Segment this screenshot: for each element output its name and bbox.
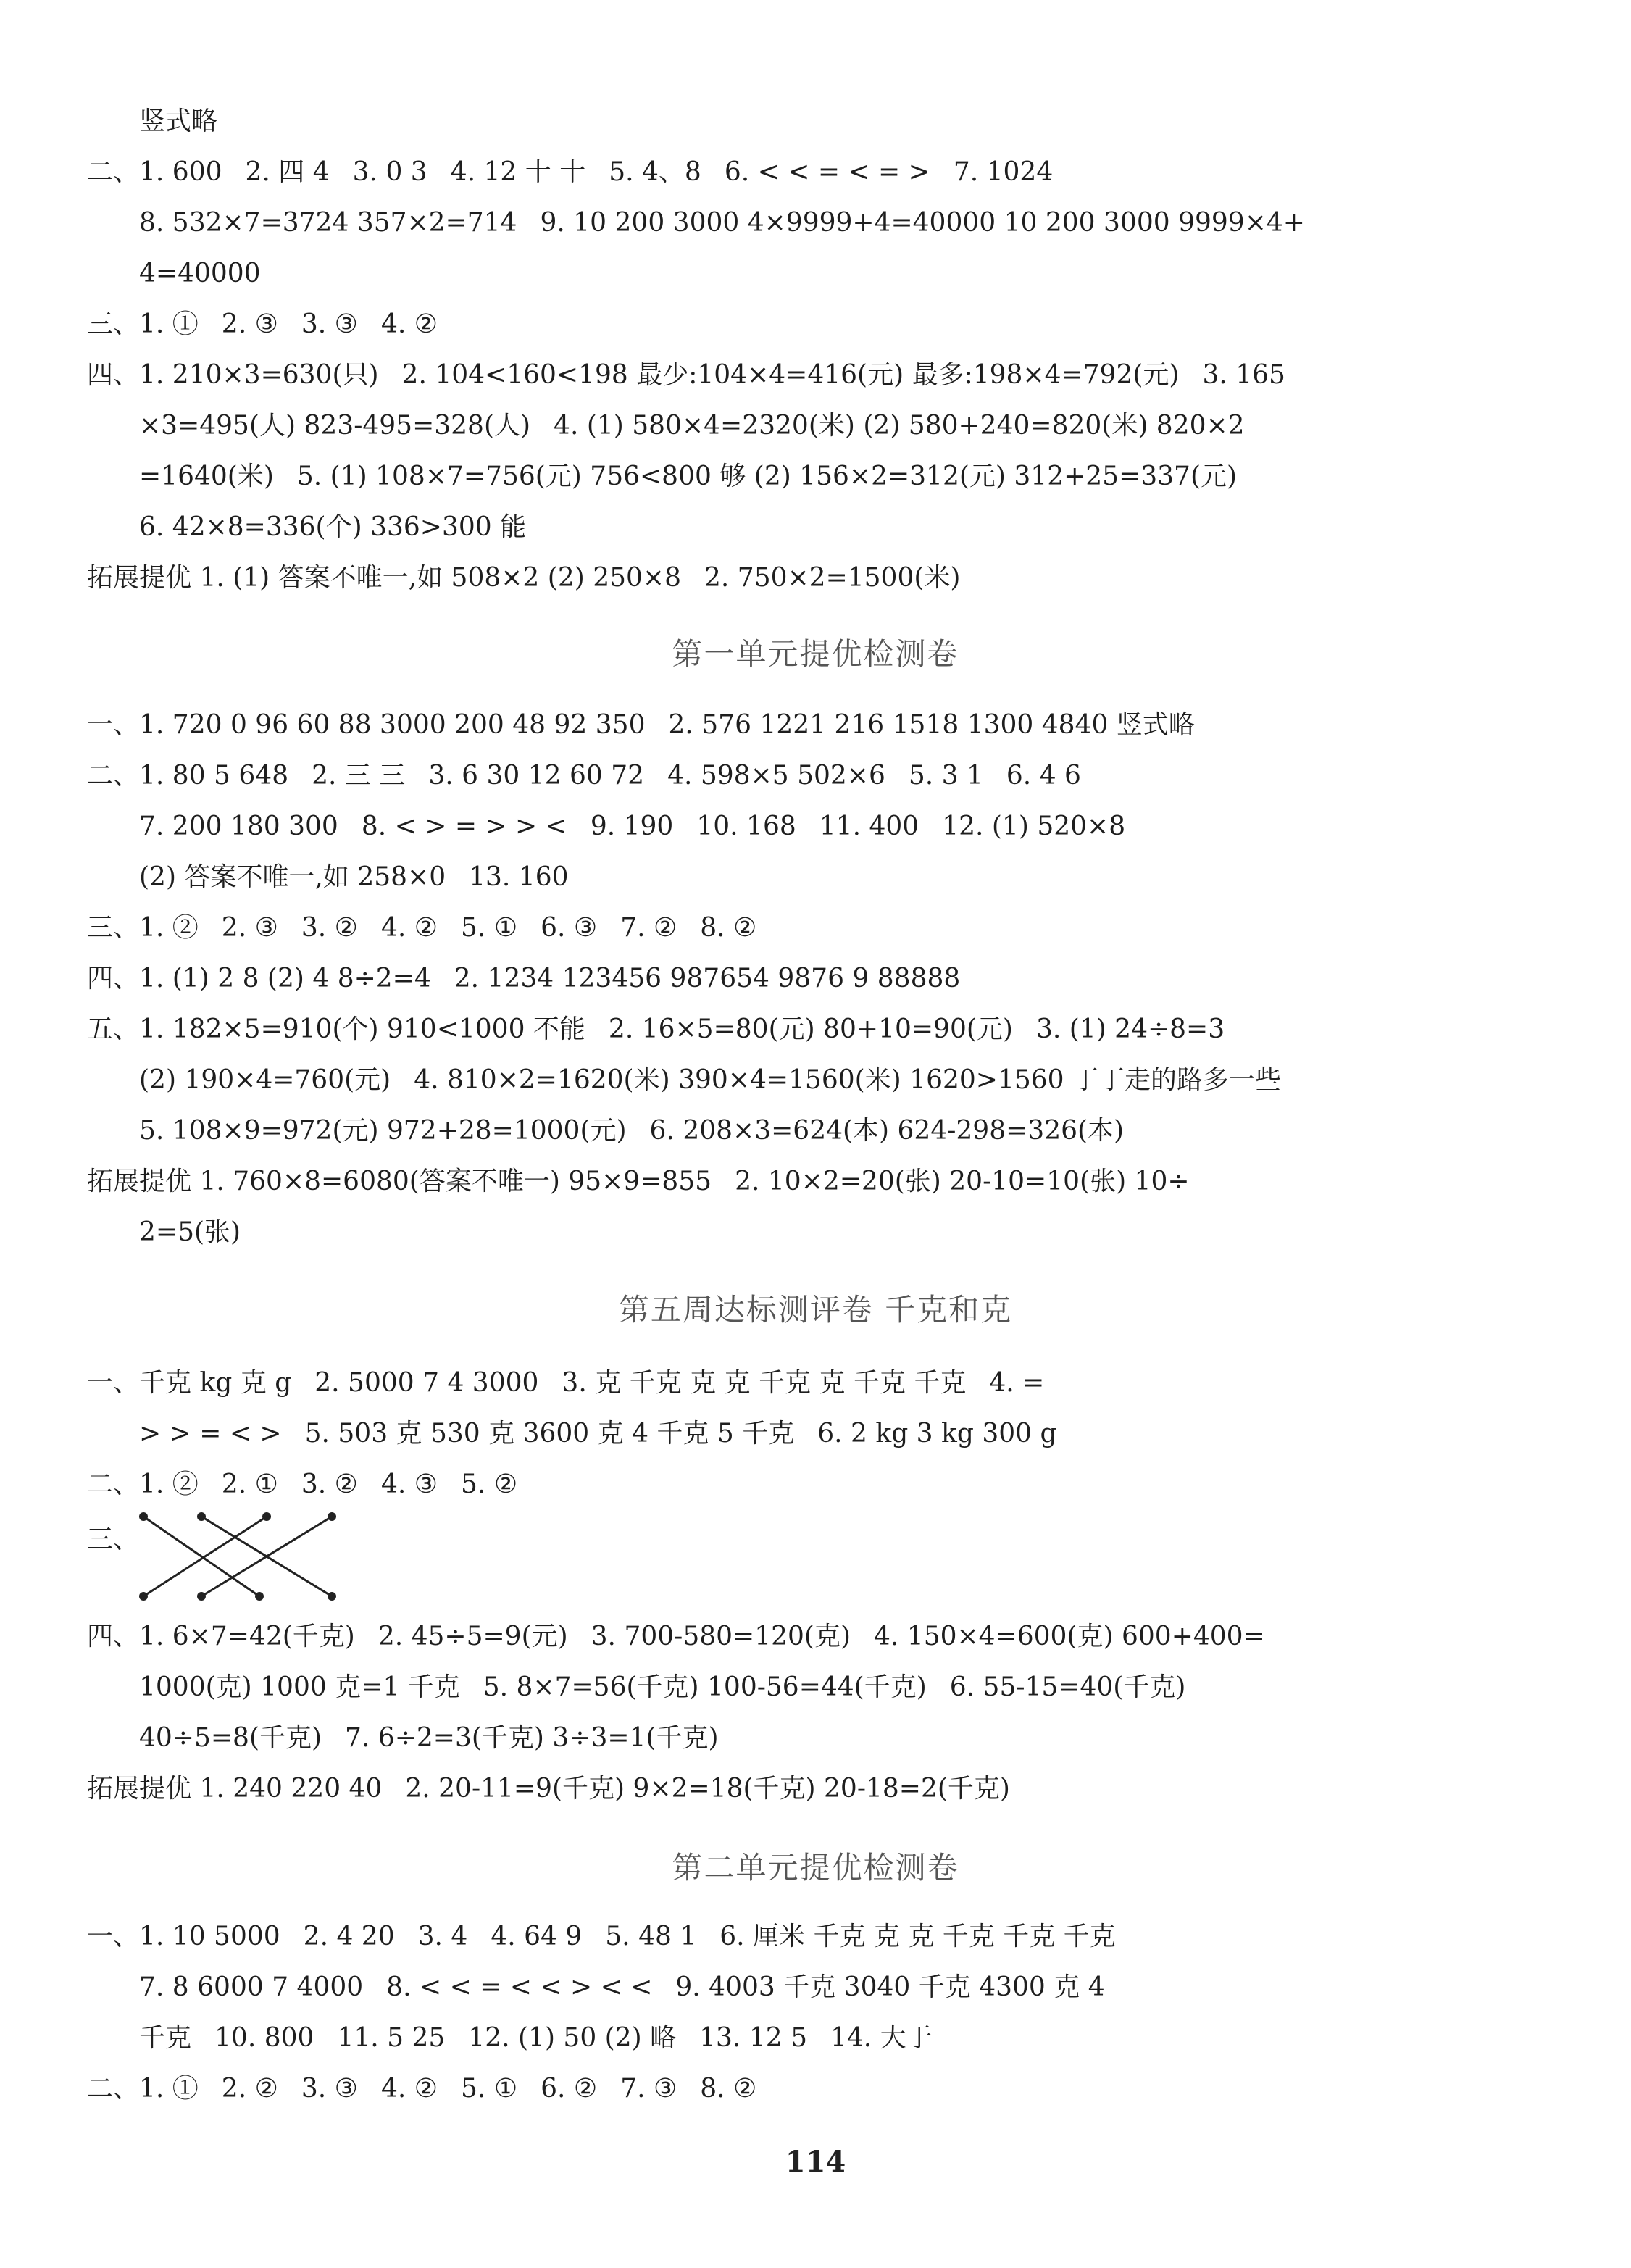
match-dot xyxy=(197,1592,206,1601)
answer-segment: 1000(克) 1000 克=1 千克 xyxy=(139,1672,460,1702)
answer-segment: 四、1. (1) 2 8 (2) 4 8÷2=4 xyxy=(87,964,431,993)
answer-line xyxy=(139,2013,1486,2064)
answer-segment: 五、1. 182×5=910(个) 910<1000 不能 xyxy=(87,1014,585,1044)
answer-segment: 2. 10×2=20(张) 20-10=10(张) 10÷ xyxy=(735,1167,1190,1196)
answer-line xyxy=(139,1207,1486,1258)
answer-segment: 5. 8×7=56(千克) 100-56=44(千克) xyxy=(483,1672,927,1702)
answer-segment: 5. ① xyxy=(461,2074,518,2104)
answer-segment: 4. 150×4=600(克) 600+400= xyxy=(874,1622,1265,1651)
answer-segment: 三、1. ② xyxy=(87,913,199,943)
answer-line xyxy=(87,350,1486,401)
answer-segment: 2. 104<160<198 最少:104×4=416(元) 最多:198×4=792(元) xyxy=(401,360,1180,390)
answer-segment: 13. 160 xyxy=(469,862,569,892)
answer-segment: 4=40000 xyxy=(139,259,261,288)
answer-segment: 三、1. ① xyxy=(87,309,199,339)
answer-segment: 3. (1) 24÷8=3 xyxy=(1035,1014,1225,1044)
answer-segment: 2=5(张) xyxy=(139,1217,241,1247)
answer-segment: 10. 800 xyxy=(214,2023,314,2053)
answer-segment: 11. 400 xyxy=(819,812,919,841)
answer-segment: 7. ③ xyxy=(620,2074,677,2104)
answer-segment: 8. < > = > > < xyxy=(361,812,567,841)
answer-segment: 2. ③ xyxy=(221,913,278,943)
match-dot xyxy=(328,1592,336,1601)
answer-segment: 8. ② xyxy=(700,2074,757,2104)
answer-segment: 4. ② xyxy=(380,309,438,339)
answer-segment: 6. 55-15=40(千克) xyxy=(949,1672,1186,1702)
answer-segment: 13. 12 5 xyxy=(699,2023,807,2053)
answer-line xyxy=(139,1409,1486,1459)
match-dot xyxy=(197,1512,206,1521)
answer-segment: 2. 三 三 xyxy=(312,761,406,791)
answer-segment: 拓展提优 1. 240 220 40 xyxy=(87,1774,383,1804)
section-heading: 第一单元提优检测卷 xyxy=(672,636,959,672)
answer-segment: 9. 10 200 3000 4×9999+4=40000 10 200 3000 9999×4+ xyxy=(540,208,1305,238)
answer-segment: 6. ③ xyxy=(541,913,598,943)
answer-segment: 6. < < = < = > xyxy=(724,157,930,187)
answer-segment: 3. 6 30 12 60 72 xyxy=(428,761,645,791)
answer-segment: 5. (1) 108×7=756(元) 756<800 够 (2) 156×2=312(元) 312+25=337(元) xyxy=(296,462,1238,491)
answer-segment: =1640(米) xyxy=(139,462,274,491)
answer-segment: 一、1. 720 0 96 60 88 3000 200 48 92 350 xyxy=(87,710,646,740)
answer-line xyxy=(139,96,1486,147)
answer-segment: 5. 4、8 xyxy=(609,157,701,187)
answer-segment: 7. 8 6000 7 4000 xyxy=(139,1972,364,2002)
answer-segment: 7. ② xyxy=(620,913,677,943)
answer-line xyxy=(87,2064,1486,2114)
answer-segment: 2. ③ xyxy=(221,309,278,339)
answer-segment: 3. 0 3 xyxy=(352,157,427,187)
answer-line xyxy=(139,1962,1486,2013)
answer-segment: 3. 4 xyxy=(417,1922,468,1951)
section-heading: 第二单元提优检测卷 xyxy=(672,1850,959,1885)
matching-lines-figure xyxy=(136,1511,346,1605)
answer-line xyxy=(87,1459,1486,1510)
answer-segment: 二、1. ① xyxy=(87,2074,199,2104)
answer-line xyxy=(87,1004,1486,1055)
answer-segment: 4. 810×2=1620(米) 390×4=1560(米) 1620>1560 丁丁走的路多一些 xyxy=(414,1065,1282,1095)
answer-line xyxy=(139,852,1486,903)
answer-line xyxy=(139,401,1486,451)
answer-segment: 4. 64 9 xyxy=(491,1922,583,1951)
answer-segment: 10. 168 xyxy=(696,812,796,841)
answer-line xyxy=(87,147,1486,198)
answer-segment: 7. 200 180 300 xyxy=(139,812,338,841)
answer-segment: 一、1. 10 5000 xyxy=(87,1922,280,1951)
answer-segment: 6. 4 6 xyxy=(1006,761,1081,791)
answer-line xyxy=(87,1156,1486,1207)
match-dot xyxy=(139,1592,148,1601)
answer-segment: 2. 1234 123456 987654 9876 9 88888 xyxy=(454,964,961,993)
answer-segment: 6. ② xyxy=(541,2074,598,2104)
answer-segment: 5. ② xyxy=(461,1469,518,1499)
answer-segment: 2. 750×2=1500(米) xyxy=(704,563,961,593)
answer-segment: 二、1. 600 xyxy=(87,157,222,187)
answer-segment: 6. 2 kg 3 kg 300 g xyxy=(817,1419,1057,1448)
answer-segment: 竖式略 xyxy=(139,107,218,136)
answer-line xyxy=(87,903,1486,954)
answer-segment: 4. 598×5 502×6 xyxy=(667,761,885,791)
answer-segment: 4. ② xyxy=(380,2074,438,2104)
match-dot xyxy=(139,1512,148,1521)
answer-segment: 2. 576 1221 216 1518 1300 4840 竖式略 xyxy=(668,710,1195,740)
answer-line xyxy=(139,198,1486,249)
answer-line xyxy=(87,1358,1486,1409)
answer-segment: 2. 16×5=80(元) 80+10=90(元) xyxy=(608,1014,1013,1044)
answer-segment: 3. ② xyxy=(301,1469,358,1499)
answer-segment: 5. 503 克 530 克 3600 克 4 千克 5 千克 xyxy=(304,1419,795,1448)
match-dot xyxy=(328,1512,336,1521)
answer-segment: 5. 3 1 xyxy=(908,761,983,791)
answer-line xyxy=(139,801,1486,852)
answer-segment: (2) 答案不唯一,如 258×0 xyxy=(139,862,446,892)
answer-line xyxy=(87,954,1486,1004)
page-number: 114 xyxy=(785,2145,846,2179)
answer-segment: 4. ③ xyxy=(380,1469,438,1499)
section-heading: 第五周达标测评卷 千克和克 xyxy=(618,1292,1013,1327)
answer-segment: 二、1. 80 5 648 xyxy=(87,761,289,791)
answer-line xyxy=(139,249,1486,299)
answer-segment: 3. 克 千克 克 克 千克 克 千克 千克 xyxy=(562,1368,967,1398)
answer-segment: 3. 165 xyxy=(1202,360,1285,390)
answer-segment: 14. 大于 xyxy=(830,2023,933,2053)
answer-segment: 5. ① xyxy=(461,913,518,943)
answer-segment: 6. 厘米 千克 克 克 千克 千克 千克 xyxy=(719,1922,1116,1951)
answer-line xyxy=(87,1911,1486,1962)
answer-line xyxy=(139,502,1486,553)
answer-segment: 6. 208×3=624(本) 624-298=326(本) xyxy=(649,1116,1125,1146)
match-dot xyxy=(262,1512,271,1521)
answer-segment: 3. 700-580=120(克) xyxy=(591,1622,851,1651)
answer-segment: 3. ② xyxy=(301,913,358,943)
answer-segment: 4. (1) 580×4=2320(米) (2) 580+240=820(米) 820×2 xyxy=(554,411,1245,441)
answer-segment: 7. 6÷2=3(千克) 3÷3=1(千克) xyxy=(345,1723,719,1753)
answer-segment: 拓展提优 1. 760×8=6080(答案不唯一) 95×9=855 xyxy=(87,1167,712,1196)
answer-segment: 2. ② xyxy=(221,2074,278,2104)
answer-line xyxy=(139,1055,1486,1106)
answer-segment: 三、 xyxy=(87,1525,140,1554)
answer-segment: 2. 5000 7 4 3000 xyxy=(314,1368,539,1398)
answer-segment: 2. 四 4 xyxy=(245,157,330,187)
answer-segment: 7. 1024 xyxy=(953,157,1054,187)
answer-segment: 一、千克 kg 克 g xyxy=(87,1368,292,1398)
answer-line xyxy=(139,1713,1486,1764)
answer-segment: 8. < < = < < > < < xyxy=(386,1972,653,2002)
answer-line xyxy=(139,1106,1486,1156)
answer-line xyxy=(87,1612,1486,1662)
answer-segment: 二、1. ② xyxy=(87,1469,199,1499)
answer-line xyxy=(139,1662,1486,1713)
answer-segment: 2. 4 20 xyxy=(303,1922,395,1951)
answer-segment: 8. 532×7=3724 357×2=714 xyxy=(139,208,517,238)
answer-segment: 2. 45÷5=9(元) xyxy=(377,1622,568,1651)
answer-segment: 4. = xyxy=(989,1368,1045,1398)
answer-segment: 40÷5=8(千克) xyxy=(139,1723,322,1753)
answer-segment: 9. 4003 千克 3040 千克 4300 克 4 xyxy=(675,1972,1105,2002)
answer-line xyxy=(87,299,1486,350)
answer-segment: 千克 xyxy=(139,2023,192,2053)
answer-segment: 四、1. 6×7=42(千克) xyxy=(87,1622,355,1651)
answer-segment: 11. 5 25 xyxy=(337,2023,446,2053)
answer-segment: 3. ③ xyxy=(301,309,358,339)
answer-segment: 拓展提优 1. (1) 答案不唯一,如 508×2 (2) 250×8 xyxy=(87,563,682,593)
answer-segment: 6. 42×8=336(个) 336>300 能 xyxy=(139,512,527,542)
answer-segment: 2. ① xyxy=(221,1469,278,1499)
answer-segment: 5. 48 1 xyxy=(605,1922,697,1951)
answer-segment: 3. ③ xyxy=(301,2074,358,2104)
answer-line xyxy=(87,1764,1486,1814)
answer-segment: 12. (1) 520×8 xyxy=(942,812,1126,841)
answer-segment: 12. (1) 50 (2) 略 xyxy=(468,2023,677,2053)
answer-segment: 8. ② xyxy=(700,913,757,943)
answer-segment: ×3=495(人) 823-495=328(人) xyxy=(139,411,531,441)
answer-segment: (2) 190×4=760(元) xyxy=(139,1065,391,1095)
answer-segment: > > = < > xyxy=(139,1419,282,1448)
answer-segment: 4. ② xyxy=(380,913,438,943)
answer-segment: 4. 12 十 十 xyxy=(450,157,586,187)
answer-line xyxy=(87,700,1486,751)
answer-segment: 5. 108×9=972(元) 972+28=1000(元) xyxy=(139,1116,627,1146)
answer-segment: 2. 20-11=9(千克) 9×2=18(千克) 20-18=2(千克) xyxy=(405,1774,1010,1804)
answer-segment: 9. 190 xyxy=(590,812,674,841)
match-dot xyxy=(255,1592,264,1601)
answer-segment: 四、1. 210×3=630(只) xyxy=(87,360,379,390)
answer-line xyxy=(139,451,1486,502)
answer-line xyxy=(87,553,1486,604)
answer-line xyxy=(87,751,1486,801)
